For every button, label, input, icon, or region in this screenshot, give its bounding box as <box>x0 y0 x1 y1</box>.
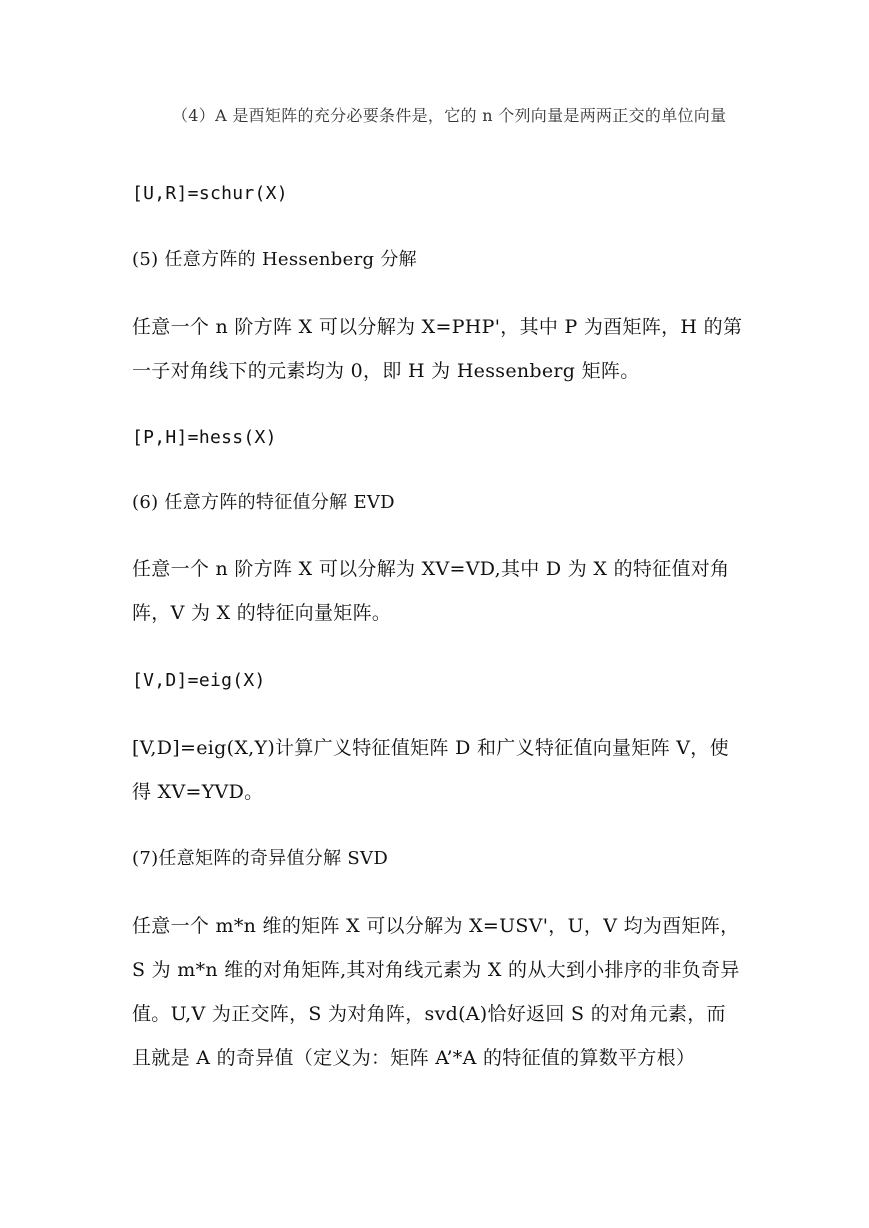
heading-svd: (7)任意矩阵的奇异值分解 SVD <box>132 848 389 869</box>
note-unitary-text: （4）A 是酉矩阵的充分必要条件是，它的 n 个列向量是两两正交的单位向量 <box>172 106 727 125</box>
paragraph-svd: 任意一个 m*n 维的矩阵 X 可以分解为 X=USV'，U，V 均为酉矩阵，S 为 m*n 维的对角矩阵,其对角线元素为 X 的从大到小排序的非负奇异值。U,V 为正交阵，S 为对角阵，svd(A)恰好返回 S 的对角元素，而且就是 A 的奇异值（定义为：矩阵 A’*A 的特征值的算数平方根） <box>132 915 740 1069</box>
code-eig: [V,D]=eig(X) <box>132 670 266 691</box>
heading-hessenberg: (5) 任意方阵的 Hessenberg 分解 <box>132 249 417 270</box>
code-hess: [P,H]=hess(X) <box>132 427 277 448</box>
note-unitary-condition <box>132 104 744 128</box>
paragraph-hessenberg: 任意一个 n 阶方阵 X 可以分解为 X=PHP'，其中 P 为酉矩阵，H 的第一子对角线下的元素均为 0，即 H 为 Hessenberg 矩阵。 <box>132 316 743 382</box>
heading-evd: (6) 任意方阵的特征值分解 EVD <box>132 492 395 513</box>
paragraph-evd: 任意一个 n 阶方阵 X 可以分解为 XV=VD,其中 D 为 X 的特征值对角阵，V 为 X 的特征向量矩阵。 <box>132 558 730 624</box>
code-schur: [U,R]=schur(X) <box>132 183 288 204</box>
paragraph-generalized-eig: [V,D]=eig(X,Y)计算广义特征值矩阵 D 和广义特征值向量矩阵 V，使得 XV=YVD。 <box>132 737 729 803</box>
